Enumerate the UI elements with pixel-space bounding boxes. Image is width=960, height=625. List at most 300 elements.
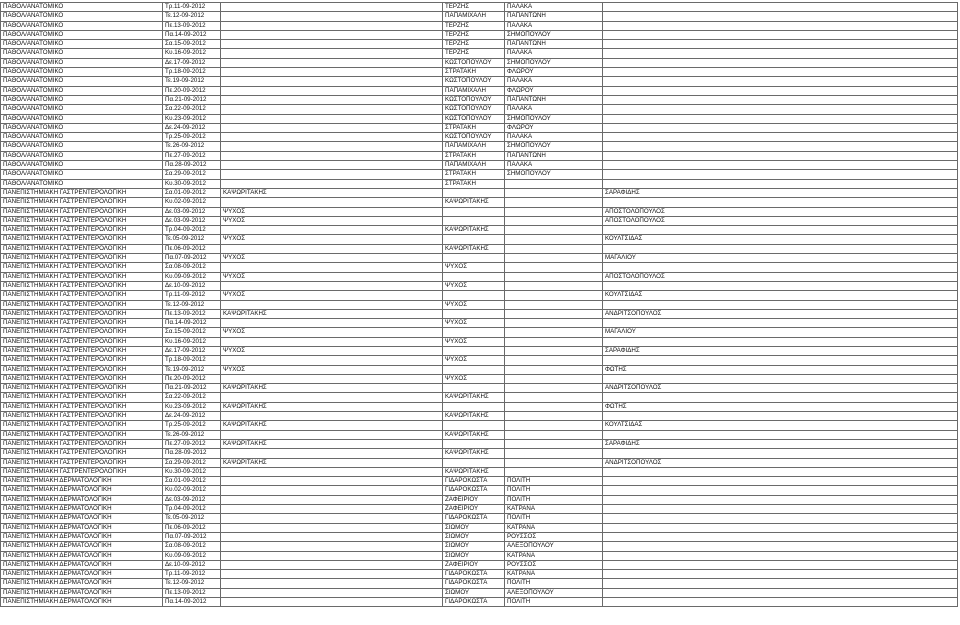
doctor-d-cell [603,532,958,541]
doctor-a-cell [221,263,443,272]
doctor-a-cell [221,412,443,421]
clinic-cell: ΠΑΝΕΠΙΣΤΗΜΙΑΚΗ ΔΕΡΜΑΤΟΛΟΓΙΚΗ [1,495,163,504]
clinic-cell: ΠΑΝΕΠΙΣΤΗΜΙΑΚΗ ΓΑΣΤΡΕΝΤΕΡΟΛΟΓΙΚΗ [1,365,163,374]
doctor-a-cell [221,374,443,383]
doctor-a-cell [221,505,443,514]
date-cell: Τε.26-09-2012 [163,142,221,151]
doctor-a-cell [221,542,443,551]
doctor-d-cell [603,105,958,114]
doctor-d-cell [603,49,958,58]
doctor-d-cell [603,588,958,597]
doctor-b-cell: ΚΑΨΩΡΙΤΑΚΗΣ [443,430,505,439]
date-cell: Πα.14-09-2012 [163,319,221,328]
clinic-cell: ΠΑΘΟΛ/ΑΝΑΤΟΜΙΚΟ [1,179,163,188]
clinic-cell: ΠΑΝΕΠΙΣΤΗΜΙΑΚΗ ΓΑΣΤΡΕΝΤΕΡΟΛΟΓΙΚΗ [1,393,163,402]
date-cell: Δε.03-09-2012 [163,495,221,504]
doctor-a-cell [221,198,443,207]
doctor-b-cell: ΚΩΣΤΟΠΟΥΛΟΥ [443,114,505,123]
doctor-c-cell: ΣΗΜΟΠΟΥΛΟΥ [505,170,603,179]
date-cell: Κυ.09-09-2012 [163,272,221,281]
doctor-a-cell [221,523,443,532]
date-cell: Πα.21-09-2012 [163,95,221,104]
doctor-d-cell: ΣΑΡΑΦΙΔΗΣ [603,346,958,355]
doctor-d-cell [603,560,958,569]
clinic-cell: ΠΑΝΕΠΙΣΤΗΜΙΑΚΗ ΓΑΣΤΡΕΝΤΕΡΟΛΟΓΙΚΗ [1,300,163,309]
doctor-c-cell [505,337,603,346]
doctor-c-cell [505,188,603,197]
doctor-b-cell: ΣΙΩΜΟΥ [443,588,505,597]
doctor-b-cell: ΚΑΨΩΡΙΤΑΚΗΣ [443,198,505,207]
doctor-b-cell [443,207,505,216]
doctor-b-cell: ΨΥΧΟΣ [443,356,505,365]
clinic-cell: ΠΑΝΕΠΙΣΤΗΜΙΑΚΗ ΔΕΡΜΑΤΟΛΟΓΙΚΗ [1,514,163,523]
date-cell: Τρ.11-09-2012 [163,291,221,300]
doctor-c-cell [505,226,603,235]
date-cell: Δε.03-09-2012 [163,216,221,225]
clinic-cell: ΠΑΝΕΠΙΣΤΗΜΙΑΚΗ ΔΕΡΜΑΤΟΛΟΓΙΚΗ [1,570,163,579]
table-row [1,216,958,225]
doctor-c-cell: ΣΗΜΟΠΟΥΛΟΥ [505,114,603,123]
doctor-b-cell: ΚΑΨΩΡΙΤΑΚΗΣ [443,226,505,235]
doctor-d-cell: ΑΠΟΣΤΟΛΟΠΟΥΛΟΣ [603,216,958,225]
doctor-c-cell: ΠΑΠΑΝΤΩΝΗ [505,12,603,21]
date-cell: Σα.08-09-2012 [163,542,221,551]
doctor-c-cell [505,319,603,328]
doctor-c-cell: ΠΑΛΑΚΑ [505,133,603,142]
doctor-c-cell [505,235,603,244]
date-cell: Δε.17-09-2012 [163,58,221,67]
doctor-b-cell: ΓΙΔΑΡΟΚΩΣΤΑ [443,514,505,523]
doctor-b-cell [443,254,505,263]
doctor-d-cell [603,449,958,458]
doctor-c-cell [505,430,603,439]
table-row [1,588,958,597]
doctor-a-cell [221,95,443,104]
table-row [1,58,958,67]
doctor-b-cell [443,309,505,318]
doctor-d-cell [603,319,958,328]
clinic-cell: ΠΑΘΟΛ/ΑΝΑΤΟΜΙΚΟ [1,49,163,58]
doctor-a-cell [221,570,443,579]
date-cell: Σα.01-09-2012 [163,477,221,486]
doctor-c-cell [505,272,603,281]
doctor-c-cell [505,384,603,393]
doctor-b-cell: ΠΑΠΑΜΙΧΑΛΗ [443,12,505,21]
doctor-a-cell: ΨΥΧΟΣ [221,346,443,355]
doctor-b-cell: ΤΕΡΖΗΣ [443,21,505,30]
clinic-cell: ΠΑΘΟΛ/ΑΝΑΤΟΜΙΚΟ [1,170,163,179]
doctor-d-cell: ΦΩΤΗΣ [603,365,958,374]
date-cell: Τε.05-09-2012 [163,235,221,244]
clinic-cell: ΠΑΝΕΠΙΣΤΗΜΙΑΚΗ ΔΕΡΜΑΤΟΛΟΓΙΚΗ [1,579,163,588]
date-cell: Πε.20-09-2012 [163,86,221,95]
doctor-d-cell: ΑΠΟΣΤΟΛΟΠΟΥΛΟΣ [603,272,958,281]
doctor-d-cell [603,244,958,253]
doctor-c-cell [505,356,603,365]
doctor-b-cell: ΚΩΣΤΟΠΟΥΛΟΥ [443,58,505,67]
date-cell: Πε.27-09-2012 [163,151,221,160]
date-cell: Δε.17-09-2012 [163,346,221,355]
doctor-b-cell: ΣΙΩΜΟΥ [443,523,505,532]
doctor-c-cell [505,449,603,458]
date-cell: Κυ.30-09-2012 [163,467,221,476]
date-cell: Τε.12-09-2012 [163,300,221,309]
doctor-a-cell [221,161,443,170]
table-row [1,272,958,281]
date-cell: Σα.22-09-2012 [163,105,221,114]
clinic-cell: ΠΑΘΟΛ/ΑΝΑΤΟΜΙΚΟ [1,3,163,12]
date-cell: Σα.22-09-2012 [163,393,221,402]
clinic-cell: ΠΑΝΕΠΙΣΤΗΜΙΑΚΗ ΔΕΡΜΑΤΟΛΟΓΙΚΗ [1,598,163,607]
doctor-b-cell: ΨΥΧΟΣ [443,281,505,290]
clinic-cell: ΠΑΘΟΛ/ΑΝΑΤΟΜΙΚΟ [1,58,163,67]
doctor-c-cell [505,263,603,272]
date-cell: Σα.15-09-2012 [163,328,221,337]
doctor-a-cell [221,49,443,58]
clinic-cell: ΠΑΝΕΠΙΣΤΗΜΙΑΚΗ ΓΑΣΤΡΕΝΤΕΡΟΛΟΓΙΚΗ [1,263,163,272]
doctor-a-cell [221,532,443,541]
doctor-b-cell: ΣΤΡΑΤΑΚΗ [443,179,505,188]
doctor-c-cell: ΑΛΕΞΟΠΟΥΛΟΥ [505,542,603,551]
clinic-cell: ΠΑΝΕΠΙΣΤΗΜΙΑΚΗ ΔΕΡΜΑΤΟΛΟΓΙΚΗ [1,477,163,486]
clinic-cell: ΠΑΝΕΠΙΣΤΗΜΙΑΚΗ ΓΑΣΤΡΕΝΤΕΡΟΛΟΓΙΚΗ [1,421,163,430]
doctor-d-cell [603,114,958,123]
doctor-c-cell: ΣΗΜΟΠΟΥΛΟΥ [505,142,603,151]
clinic-cell: ΠΑΝΕΠΙΣΤΗΜΙΑΚΗ ΔΕΡΜΑΤΟΛΟΓΙΚΗ [1,486,163,495]
table-row [1,86,958,95]
doctor-d-cell [603,198,958,207]
doctor-b-cell: ΨΥΧΟΣ [443,300,505,309]
date-cell: Τε.12-09-2012 [163,12,221,21]
doctor-d-cell [603,12,958,21]
clinic-cell: ΠΑΝΕΠΙΣΤΗΜΙΑΚΗ ΔΕΡΜΑΤΟΛΟΓΙΚΗ [1,588,163,597]
doctor-a-cell [221,133,443,142]
clinic-cell: ΠΑΝΕΠΙΣΤΗΜΙΑΚΗ ΓΑΣΤΡΕΝΤΕΡΟΛΟΓΙΚΗ [1,467,163,476]
clinic-cell: ΠΑΝΕΠΙΣΤΗΜΙΑΚΗ ΓΑΣΤΡΕΝΤΕΡΟΛΟΓΙΚΗ [1,356,163,365]
date-cell: Πε.06-09-2012 [163,523,221,532]
date-cell: Πε.13-09-2012 [163,588,221,597]
clinic-cell: ΠΑΝΕΠΙΣΤΗΜΙΑΚΗ ΓΑΣΤΡΕΝΤΕΡΟΛΟΓΙΚΗ [1,309,163,318]
date-cell: Τε.05-09-2012 [163,514,221,523]
doctor-d-cell [603,356,958,365]
doctor-b-cell [443,421,505,430]
doctor-a-cell [221,86,443,95]
doctor-d-cell [603,495,958,504]
table-row [1,477,958,486]
doctor-b-cell [443,291,505,300]
doctor-a-cell [221,430,443,439]
doctor-d-cell [603,300,958,309]
table-row [1,198,958,207]
doctor-a-cell [221,514,443,523]
doctor-a-cell [221,588,443,597]
doctor-a-cell [221,170,443,179]
date-cell: Τρ.18-09-2012 [163,356,221,365]
clinic-cell: ΠΑΝΕΠΙΣΤΗΜΙΑΚΗ ΓΑΣΤΡΕΝΤΕΡΟΛΟΓΙΚΗ [1,374,163,383]
table-row [1,412,958,421]
doctor-a-cell [221,151,443,160]
doctor-b-cell: ΨΥΧΟΣ [443,319,505,328]
doctor-c-cell: ΠΑΛΑΚΑ [505,105,603,114]
doctor-d-cell [603,123,958,132]
date-cell: Πα.14-09-2012 [163,30,221,39]
table-row [1,393,958,402]
clinic-cell: ΠΑΝΕΠΙΣΤΗΜΙΑΚΗ ΓΑΣΤΡΕΝΤΕΡΟΛΟΓΙΚΗ [1,198,163,207]
table-row [1,542,958,551]
date-cell: Πε.27-09-2012 [163,439,221,448]
doctor-c-cell: ΣΗΜΟΠΟΥΛΟΥ [505,30,603,39]
date-cell: Πε.20-09-2012 [163,374,221,383]
clinic-cell: ΠΑΘΟΛ/ΑΝΑΤΟΜΙΚΟ [1,151,163,160]
doctor-a-cell [221,551,443,560]
doctor-b-cell: ΚΑΨΩΡΙΤΑΚΗΣ [443,467,505,476]
date-cell: Κυ.02-09-2012 [163,198,221,207]
doctor-a-cell [221,3,443,12]
doctor-b-cell: ΓΙΔΑΡΟΚΩΣΤΑ [443,570,505,579]
table-row [1,346,958,355]
doctor-a-cell [221,12,443,21]
doctor-a-cell: ΚΑΨΩΡΙΤΑΚΗΣ [221,421,443,430]
doctor-b-cell: ΚΩΣΤΟΠΟΥΛΟΥ [443,95,505,104]
doctor-b-cell: ΓΙΔΑΡΟΚΩΣΤΑ [443,579,505,588]
doctor-c-cell: ΦΛΩΡΟΥ [505,68,603,77]
date-cell: Δε.10-09-2012 [163,560,221,569]
date-cell: Δε.10-09-2012 [163,281,221,290]
doctor-d-cell [603,598,958,607]
doctor-c-cell: ΠΟΛΙΤΗ [505,579,603,588]
doctor-c-cell: ΠΑΛΑΚΑ [505,49,603,58]
clinic-cell: ΠΑΝΕΠΙΣΤΗΜΙΑΚΗ ΓΑΣΤΡΕΝΤΕΡΟΛΟΓΙΚΗ [1,439,163,448]
doctor-b-cell: ΣΙΩΜΟΥ [443,542,505,551]
doctor-c-cell [505,300,603,309]
doctor-a-cell [221,319,443,328]
table-row [1,579,958,588]
duty-schedule-table [0,2,958,607]
table-row [1,21,958,30]
doctor-d-cell [603,570,958,579]
table-row [1,598,958,607]
date-cell: Κυ.23-09-2012 [163,114,221,123]
doctor-a-cell: ΚΑΨΩΡΙΤΑΚΗΣ [221,384,443,393]
date-cell: Πα.07-09-2012 [163,254,221,263]
doctor-a-cell [221,244,443,253]
doctor-a-cell: ΨΥΧΟΣ [221,235,443,244]
doctor-d-cell [603,77,958,86]
doctor-b-cell: ΣΙΩΜΟΥ [443,532,505,541]
clinic-cell: ΠΑΝΕΠΙΣΤΗΜΙΑΚΗ ΓΑΣΤΡΕΝΤΕΡΟΛΟΓΙΚΗ [1,402,163,411]
doctor-c-cell: ΚΑΤΡΑΝΑ [505,523,603,532]
doctor-d-cell: ΚΟΥΛΤΣΙΔΑΣ [603,421,958,430]
doctor-d-cell [603,430,958,439]
clinic-cell: ΠΑΝΕΠΙΣΤΗΜΙΑΚΗ ΓΑΣΤΡΕΝΤΕΡΟΛΟΓΙΚΗ [1,207,163,216]
clinic-cell: ΠΑΘΟΛ/ΑΝΑΤΟΜΙΚΟ [1,30,163,39]
doctor-d-cell [603,133,958,142]
doctor-d-cell [603,68,958,77]
doctor-a-cell [221,579,443,588]
doctor-d-cell [603,170,958,179]
doctor-d-cell [603,142,958,151]
date-cell: Σα.08-09-2012 [163,263,221,272]
doctor-a-cell: ΚΑΨΩΡΙΤΑΚΗΣ [221,458,443,467]
clinic-cell: ΠΑΝΕΠΙΣΤΗΜΙΑΚΗ ΔΕΡΜΑΤΟΛΟΓΙΚΗ [1,551,163,560]
table-row [1,421,958,430]
doctor-a-cell [221,560,443,569]
doctor-b-cell: ΨΥΧΟΣ [443,263,505,272]
clinic-cell: ΠΑΝΕΠΙΣΤΗΜΙΑΚΗ ΔΕΡΜΑΤΟΛΟΓΙΚΗ [1,542,163,551]
doctor-c-cell [505,439,603,448]
table-row [1,570,958,579]
clinic-cell: ΠΑΝΕΠΙΣΤΗΜΙΑΚΗ ΔΕΡΜΑΤΟΛΟΓΙΚΗ [1,505,163,514]
doctor-d-cell [603,551,958,560]
clinic-cell: ΠΑΘΟΛ/ΑΝΑΤΟΜΙΚΟ [1,86,163,95]
table-row [1,49,958,58]
doctor-d-cell [603,3,958,12]
doctor-a-cell: ΚΑΨΩΡΙΤΑΚΗΣ [221,402,443,411]
date-cell: Τε.19-09-2012 [163,77,221,86]
doctor-d-cell: ΑΝΔΡΙΤΣΟΠΟΥΛΟΣ [603,309,958,318]
table-row [1,95,958,104]
doctor-d-cell: ΣΑΡΑΦΙΔΗΣ [603,188,958,197]
doctor-a-cell [221,114,443,123]
clinic-cell: ΠΑΝΕΠΙΣΤΗΜΙΑΚΗ ΓΑΣΤΡΕΝΤΕΡΟΛΟΓΙΚΗ [1,384,163,393]
doctor-a-cell: ΨΥΧΟΣ [221,272,443,281]
date-cell: Πα.07-09-2012 [163,532,221,541]
table-row [1,505,958,514]
doctor-d-cell [603,151,958,160]
date-cell: Κυ.09-09-2012 [163,551,221,560]
doctor-d-cell [603,30,958,39]
doctor-c-cell: ΠΑΠΑΝΤΩΝΗ [505,151,603,160]
doctor-d-cell [603,514,958,523]
doctor-b-cell: ΓΙΔΑΡΟΚΩΣΤΑ [443,598,505,607]
table-row [1,365,958,374]
doctor-a-cell [221,105,443,114]
doctor-d-cell [603,337,958,346]
doctor-b-cell: ΚΑΨΩΡΙΤΑΚΗΣ [443,393,505,402]
doctor-d-cell [603,40,958,49]
doctor-a-cell [221,226,443,235]
doctor-b-cell: ΣΤΡΑΤΑΚΗ [443,123,505,132]
table-row [1,170,958,179]
date-cell: Κυ.16-09-2012 [163,49,221,58]
doctor-b-cell: ΠΑΠΑΜΙΧΑΛΗ [443,86,505,95]
clinic-cell: ΠΑΘΟΛ/ΑΝΑΤΟΜΙΚΟ [1,68,163,77]
date-cell: Κυ.23-09-2012 [163,402,221,411]
doctor-d-cell [603,486,958,495]
table-row [1,161,958,170]
doctor-c-cell: ΚΑΤΡΑΝΑ [505,570,603,579]
table-row [1,300,958,309]
doctor-a-cell: ΚΑΨΩΡΙΤΑΚΗΣ [221,309,443,318]
doctor-a-cell: ΨΥΧΟΣ [221,328,443,337]
table-row [1,337,958,346]
table-row [1,114,958,123]
doctor-b-cell [443,235,505,244]
doctor-a-cell [221,179,443,188]
clinic-cell: ΠΑΘΟΛ/ΑΝΑΤΟΜΙΚΟ [1,12,163,21]
date-cell: Πα.21-09-2012 [163,384,221,393]
clinic-cell: ΠΑΝΕΠΙΣΤΗΜΙΑΚΗ ΓΑΣΤΡΕΝΤΕΡΟΛΟΓΙΚΗ [1,449,163,458]
doctor-a-cell: ΨΥΧΟΣ [221,365,443,374]
clinic-cell: ΠΑΝΕΠΙΣΤΗΜΙΑΚΗ ΓΑΣΤΡΕΝΤΕΡΟΛΟΓΙΚΗ [1,226,163,235]
doctor-b-cell: ΖΑΦΕΙΡΙΟΥ [443,495,505,504]
doctor-b-cell: ΣΙΩΜΟΥ [443,551,505,560]
table-row [1,560,958,569]
table-row [1,12,958,21]
doctor-b-cell: ΚΩΣΤΟΠΟΥΛΟΥ [443,77,505,86]
clinic-cell: ΠΑΘΟΛ/ΑΝΑΤΟΜΙΚΟ [1,95,163,104]
doctor-b-cell [443,402,505,411]
date-cell: Σα.15-09-2012 [163,40,221,49]
doctor-c-cell: ΠΑΛΑΚΑ [505,3,603,12]
date-cell: Πα.28-09-2012 [163,449,221,458]
clinic-cell: ΠΑΝΕΠΙΣΤΗΜΙΑΚΗ ΓΑΣΤΡΕΝΤΕΡΟΛΟΓΙΚΗ [1,188,163,197]
doctor-c-cell: ΡΟΥΣΣΟΣ [505,560,603,569]
table-row [1,142,958,151]
doctor-c-cell: ΦΛΩΡΟΥ [505,123,603,132]
doctor-b-cell [443,365,505,374]
table-row [1,77,958,86]
clinic-cell: ΠΑΝΕΠΙΣΤΗΜΙΑΚΗ ΓΑΣΤΡΕΝΤΕΡΟΛΟΓΙΚΗ [1,272,163,281]
table-row [1,3,958,12]
doctor-b-cell: ΚΑΨΩΡΙΤΑΚΗΣ [443,449,505,458]
clinic-cell: ΠΑΝΕΠΙΣΤΗΜΙΑΚΗ ΓΑΣΤΡΕΝΤΕΡΟΛΟΓΙΚΗ [1,216,163,225]
doctor-c-cell: ΠΟΛΙΤΗ [505,514,603,523]
doctor-d-cell [603,579,958,588]
table-row [1,254,958,263]
doctor-d-cell [603,467,958,476]
doctor-a-cell [221,477,443,486]
clinic-cell: ΠΑΘΟΛ/ΑΝΑΤΟΜΙΚΟ [1,105,163,114]
table-row [1,133,958,142]
doctor-d-cell [603,542,958,551]
table-row [1,263,958,272]
doctor-c-cell: ΠΑΛΑΚΑ [505,21,603,30]
date-cell: Δε.24-09-2012 [163,412,221,421]
doctor-c-cell [505,254,603,263]
doctor-b-cell: ΨΥΧΟΣ [443,337,505,346]
date-cell: Τρ.04-09-2012 [163,505,221,514]
clinic-cell: ΠΑΘΟΛ/ΑΝΑΤΟΜΙΚΟ [1,161,163,170]
table-row [1,402,958,411]
doctor-c-cell [505,393,603,402]
doctor-a-cell [221,123,443,132]
date-cell: Σα.29-09-2012 [163,170,221,179]
doctor-d-cell [603,505,958,514]
doctor-d-cell: ΜΑΓΑΛΙΟΥ [603,328,958,337]
doctor-a-cell: ΨΥΧΟΣ [221,216,443,225]
doctor-d-cell: ΣΑΡΑΦΙΔΗΣ [603,439,958,448]
doctor-b-cell: ΤΕΡΖΗΣ [443,49,505,58]
doctor-c-cell [505,328,603,337]
table-row [1,449,958,458]
doctor-a-cell [221,356,443,365]
table-row [1,309,958,318]
doctor-b-cell [443,346,505,355]
doctor-a-cell [221,449,443,458]
table-row [1,207,958,216]
doctor-c-cell: ΚΑΤΡΑΝΑ [505,551,603,560]
doctor-a-cell [221,598,443,607]
doctor-c-cell: ΦΛΩΡΟΥ [505,86,603,95]
doctor-a-cell [221,21,443,30]
clinic-cell: ΠΑΘΟΛ/ΑΝΑΤΟΜΙΚΟ [1,114,163,123]
doctor-a-cell [221,77,443,86]
doctor-d-cell [603,393,958,402]
doctor-d-cell [603,21,958,30]
date-cell: Δε.24-09-2012 [163,123,221,132]
doctor-a-cell [221,58,443,67]
